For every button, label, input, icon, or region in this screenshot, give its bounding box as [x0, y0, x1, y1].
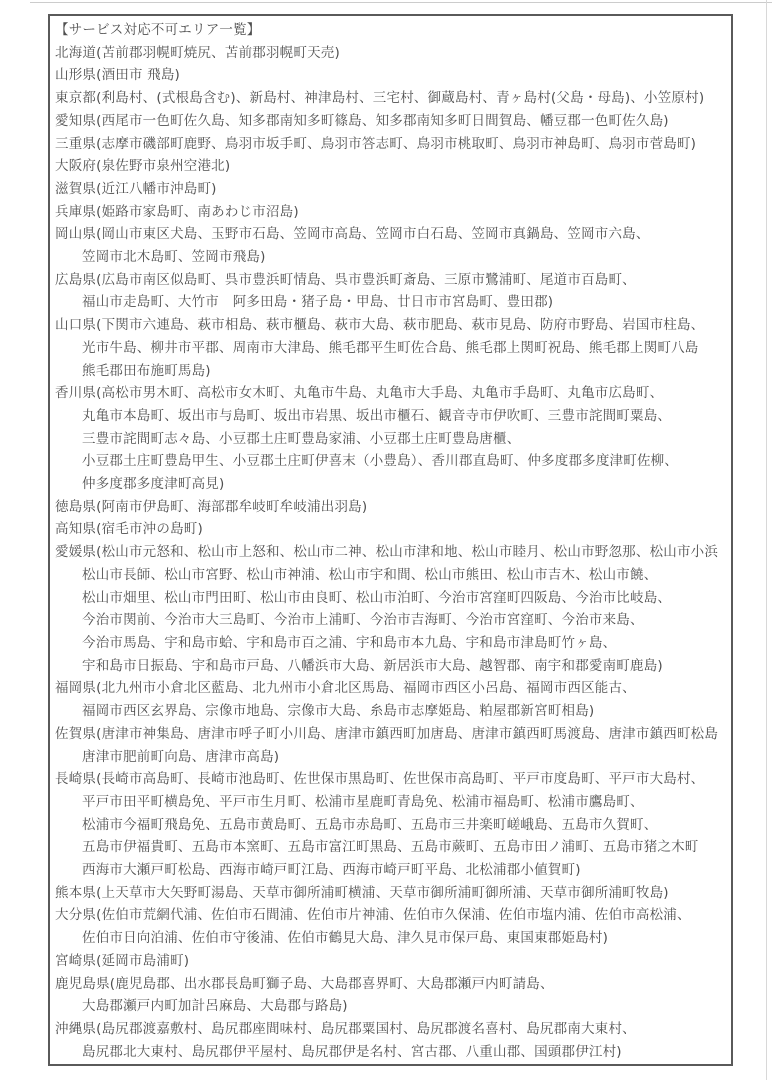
- area-line: 三豊市詫間町志々島、小豆郡土庄町豊島家浦、小豆郡土庄町豊島唐櫃、: [82, 430, 521, 447]
- area-line: 光市牛島、柳井市平郡、周南市大津島、熊毛郡平生町佐合島、熊毛郡上関町祝島、熊毛郡上関町八島: [82, 339, 699, 356]
- area-line: 松浦市今福町飛島免、五島市黄島町、五島市赤島町、五島市三井楽町嵯峨島、五島市久賀町、: [82, 816, 658, 833]
- area-line: 仲多度郡多度津町高見): [82, 476, 225, 493]
- area-line: 笠岡市北木島町、笠岡市飛島): [82, 249, 266, 266]
- area-line: 五島市伊福貴町、五島市本窯町、五島市富江町黒島、五島市蕨町、五島市田ノ浦町、五島市猪之木町: [82, 839, 699, 856]
- area-line: 東京都(利島村、(式根島含む)、新島村、神津島村、三宅村、御蔵島村、青ヶ島村(父島・母島)、小笠原村): [55, 90, 705, 107]
- area-line: 兵庫県(姫路市家島町、南あわじ市沼島): [55, 203, 299, 220]
- area-line: 滋賀県(近江八幡市沖島町): [55, 180, 217, 197]
- area-line: 松山市長師、松山市宮野、松山市神浦、松山市宇和間、松山市熊田、松山市吉木、松山市饒、: [82, 566, 658, 583]
- area-line: 大阪府(泉佐野市泉州空港北): [55, 158, 231, 175]
- area-line: 愛知県(西尾市一色町佐久島、知多郡南知多町篠島、知多郡南知多町日間賀島、幡豆郡一色町佐久島): [55, 112, 669, 129]
- area-line: 丸亀市本島町、坂出市与島町、坂出市岩黒、坂出市櫃石、観音寺市伊吹町、三豊市詫間町粟島、: [82, 407, 672, 424]
- area-line: 西海市大瀬戸町松島、西海市崎戸町江島、西海市崎戸町平島、北松浦郡小値賀町): [82, 862, 581, 879]
- area-line: 山形県(酒田市 飛島): [55, 67, 181, 84]
- service-unavailable-area-box: [48, 14, 733, 1066]
- area-line: 今治市関前、今治市大三島町、今治市上浦町、今治市吉海町、今治市宮窪町、今治市来島、: [82, 612, 644, 629]
- area-line: 佐伯市日向泊浦、佐伯市守後浦、佐伯市鶴見大島、津久見市保戸島、東国東郡姫島村): [82, 930, 609, 947]
- area-line: 徳島県(阿南市伊島町、海部郡牟岐町牟岐浦出羽島): [55, 498, 368, 515]
- page-title: 【サービス対応不可エリア一覧】: [55, 22, 261, 38]
- area-line: 三重県(志摩市磯部町鹿野、鳥羽市坂手町、鳥羽市答志町、鳥羽市桃取町、鳥羽市神島町、鳥羽市菅島町): [55, 135, 697, 152]
- area-line: 長崎県(長崎市高島町、長崎市池島町、佐世保市黒島町、佐世保市高島町、平戸市度島町、平戸市大島村、: [55, 771, 705, 788]
- area-line: 平戸市田平町横島免、平戸市生月町、松浦市星鹿町青島免、松浦市福島町、松浦市鷹島町、: [82, 793, 644, 810]
- area-line: 愛媛県(松山市元怒和、松山市上怒和、松山市二神、松山市津和地、松山市睦月、松山市野忽那、松山市小浜: [55, 544, 719, 561]
- area-line: 今治市馬島、宇和島市蛤、宇和島市百之浦、宇和島市本九島、宇和島市津島町竹ヶ島、: [82, 634, 617, 651]
- area-line: 松山市畑里、松山市門田町、松山市由良町、松山市泊町、今治市宮窪町四阪島、今治市比岐島、: [82, 589, 672, 606]
- area-line: 山口県(下関市六連島、萩市相島、萩市櫃島、萩市大島、萩市肥島、萩市見島、防府市野島、岩国市柱島、: [55, 317, 705, 334]
- area-line: 沖縄県(島尻郡渡嘉敷村、島尻郡座間味村、島尻郡粟国村、島尻郡渡名喜村、島尻郡南大東村、: [55, 1020, 636, 1037]
- area-line: 唐津市肥前町向島、唐津市高島): [82, 748, 280, 765]
- area-line: 大分県(佐伯市荒網代浦、佐伯市石間浦、佐伯市片神浦、佐伯市久保浦、佐伯市塩内浦、佐伯市高松浦、: [55, 907, 691, 924]
- top-divider: [30, 2, 772, 3]
- area-line: 佐賀県(唐津市神集島、唐津市呼子町小川島、唐津市鎮西町加唐島、唐津市鎮西町馬渡島、唐津市鎮西町松島: [55, 725, 719, 742]
- area-line: 大島郡瀬戸内町加計呂麻島、大島郡与路島): [82, 998, 348, 1015]
- area-line: 北海道(苫前郡羽幌町焼尻、苫前郡羽幌町天売): [55, 44, 340, 61]
- area-line: 福山市走島町、大竹市 阿多田島・猪子島・甲島、廿日市市宮島町、豊田郡): [82, 294, 554, 311]
- area-line: 宇和島市日振島、宇和島市戸島、八幡浜市大島、新居浜市大島、越智郡、南宇和郡愛南町鹿島): [82, 657, 663, 674]
- area-line: 宮崎県(延岡市島浦町): [55, 952, 190, 969]
- area-line: 島尻郡北大東村、島尻郡伊平屋村、島尻郡伊是名村、宮古郡、八重山郡、国頭郡伊江村): [82, 1043, 622, 1060]
- area-list: [55, 42, 727, 1064]
- area-line: 高知県(宿毛市沖の島町): [55, 521, 203, 538]
- area-line: 香川県(高松市男木町、高松市女木町、丸亀市牛島、丸亀市大手島、丸亀市手島町、丸亀市広島町、: [55, 385, 664, 402]
- area-line: 熊毛郡田布施町馬島): [82, 362, 211, 379]
- area-line: 岡山県(岡山市東区犬島、玉野市石島、笠岡市高島、笠岡市白石島、笠岡市真鍋島、笠岡市六島、: [55, 226, 650, 243]
- right-page-edge: [766, 0, 767, 1080]
- area-line: 広島県(広島市南区似島町、呉市豊浜町情島、呉市豊浜町斎島、三原市鷺浦町、尾道市百島町、: [55, 271, 636, 288]
- area-line: 福岡県(北九州市小倉北区藍島、北九州市小倉北区馬島、福岡市西区小呂島、福岡市西区能古、: [55, 680, 636, 697]
- area-line: 鹿児島県(鹿児島郡、出水郡長島町獅子島、大島郡喜界町、大島郡瀬戸内町請島、: [55, 975, 554, 992]
- area-line: 小豆郡土庄町豊島甲生、小豆郡土庄町伊喜末（小豊島）、香川郡直島町、仲多度郡多度津町佐柳、: [82, 453, 679, 470]
- area-line: 熊本県(上天草市大矢野町湯島、天草市御所浦町横浦、天草市御所浦町御所浦、天草市御所浦町牧島): [55, 884, 669, 901]
- area-line: 福岡市西区玄界島、宗像市地島、宗像市大島、糸島市志摩姫島、粕屋郡新宮町相島): [82, 703, 595, 720]
